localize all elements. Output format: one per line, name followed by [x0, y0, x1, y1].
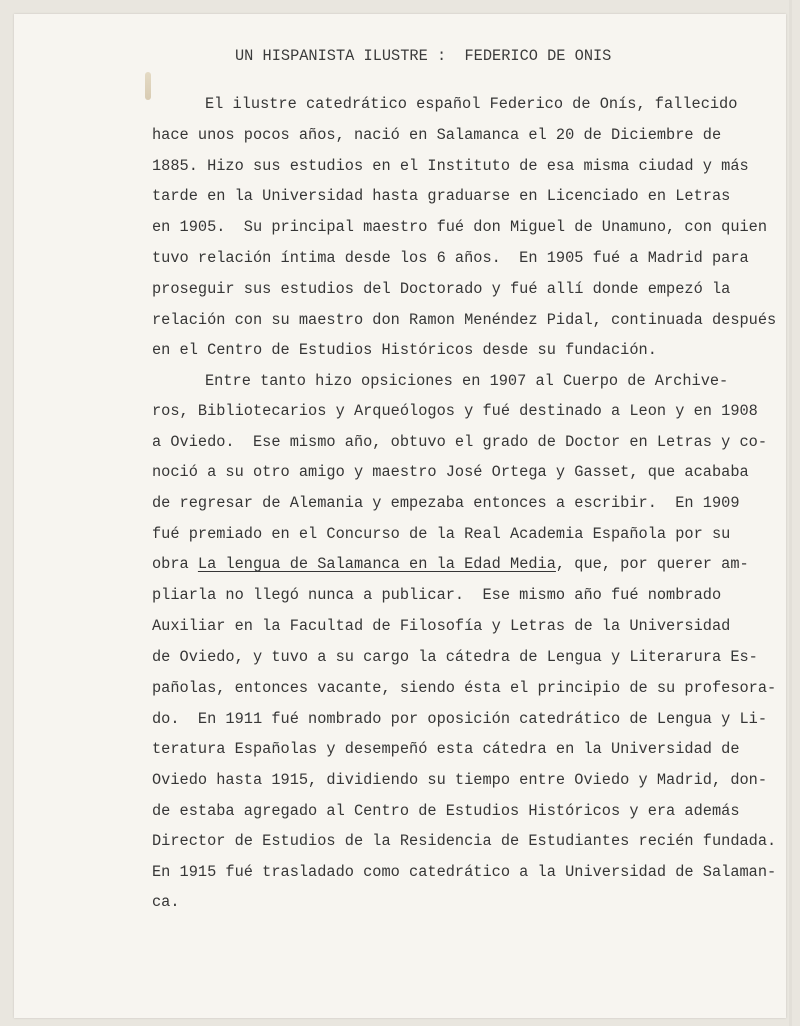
text-line: Oviedo hasta 1915, dividiendo su tiempo entre Oviedo y Madrid, don- [152, 771, 768, 789]
text-line: tuvo relación íntima desde los 6 años. En 1905 fué a Madrid para [152, 249, 749, 267]
text-segment: obra [152, 555, 198, 573]
text-line: de Oviedo, y tuvo a su cargo la cátedra de Lengua y Literarura Es- [152, 648, 758, 666]
text-line: en el Centro de Estudios Históricos desde su fundación. [152, 341, 657, 359]
text-line: tarde en la Universidad hasta graduarse en Licenciado en Letras [152, 187, 731, 205]
text-line: proseguir sus estudios del Doctorado y fué allí donde empezó la [152, 280, 731, 298]
paragraph-first-line: El ilustre catedrático español Federico de Onís, fallecido [205, 95, 738, 113]
text-line: pañolas, entonces vacante, siendo ésta el principio de su profesora- [152, 679, 777, 697]
document-title: UN HISPANISTA ILUSTRE : FEDERICO DE ONIS [235, 47, 612, 65]
text-line: de estaba agregado al Centro de Estudios Históricos y era además [152, 802, 740, 820]
text-line: pliarla no llegó nunca a publicar. Ese mismo año fué nombrado [152, 586, 722, 604]
paragraph-first-line: Entre tanto hizo opsiciones en 1907 al Cuerpo de Archive- [205, 372, 729, 390]
text-line: 1885. Hizo sus estudios en el Instituto de esa misma ciudad y más [152, 157, 749, 175]
text-line: a Oviedo. Ese mismo año, obtuvo el grado de Doctor en Letras y co- [152, 433, 768, 451]
text-segment: , que, por querer am- [555, 555, 749, 573]
text-line: en 1905. Su principal maestro fué don Miguel de Unamuno, con quien [152, 218, 768, 236]
text-line: En 1915 fué trasladado como catedrático a la Universidad de Salaman- [152, 863, 777, 881]
text-line: Director de Estudios de la Residencia de Estudiantes recién fundada. [152, 832, 777, 850]
text-line [152, 555, 749, 573]
text-line: Auxiliar en la Facultad de Filosofía y Letras de la Universidad [152, 617, 731, 635]
book-title-underlined: La lengua de Salamanca en la Edad Media [197, 555, 556, 573]
text-line: fué premiado en el Concurso de la Real Academia Española por su [152, 525, 731, 543]
page-edge [789, 0, 792, 1026]
text-line: do. En 1911 fué nombrado por oposición catedrático de Lengua y Li- [152, 710, 768, 728]
text-line: relación con su maestro don Ramon Menéndez Pidal, continuada después [152, 311, 777, 329]
text-line: de regresar de Alemania y empezaba entonces a escribir. En 1909 [152, 494, 740, 512]
text-line: teratura Españolas y desempeñó esta cátedra en la Universidad de [152, 740, 740, 758]
text-line: ros, Bibliotecarios y Arqueólogos y fué destinado a Leon y en 1908 [152, 402, 758, 420]
text-line: ca. [152, 893, 180, 911]
text-line: noció a su otro amigo y maestro José Ortega y Gasset, que acababa [152, 463, 749, 481]
paper-stain [145, 72, 151, 100]
text-line: hace unos pocos años, nació en Salamanca el 20 de Diciembre de [152, 126, 722, 144]
